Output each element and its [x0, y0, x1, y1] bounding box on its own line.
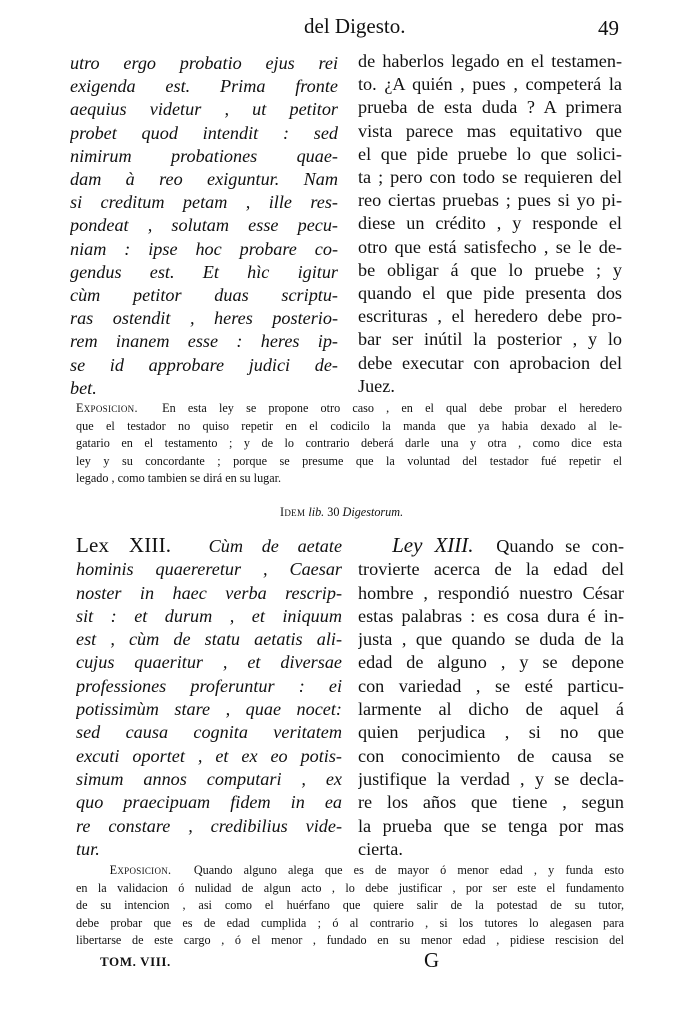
text-line: el que pide pruebe lo que solici-	[358, 143, 622, 164]
source-lib: lib.	[308, 505, 325, 519]
text-line: larmente al dicho de aquel á	[358, 699, 624, 720]
text-line: excuti oportet , et ex eo potis-	[76, 745, 342, 766]
text-line: exigenda est. Prima fronte	[70, 76, 338, 97]
page-number: 49	[598, 16, 619, 40]
text-line: con conocimiento de causa se	[358, 745, 624, 766]
ley-heading: Ley XIII.	[392, 534, 474, 557]
exposicion-label: Exposicion.	[109, 863, 172, 877]
exposicion-first-line	[76, 400, 622, 418]
spanish-column-ley-xiii	[358, 534, 624, 861]
exposicion-text-line: en la validacion ó nulidad de algun acto , lo debe justificar , por ser este el fundamento	[76, 880, 624, 895]
source-work: Digestorum.	[342, 505, 404, 519]
text-line: cujus quaeritur , et diversae	[76, 652, 342, 673]
text-line: vista parece mas equitativo que	[358, 120, 622, 141]
exposicion-text-line: debe probar que es de edad cumplida ; ó al contrario , si los tutores lo alegasen para	[76, 915, 624, 930]
text-line: ras ostendit , heres posterio-	[70, 308, 338, 329]
text-line: professiones proferuntur : ei	[76, 675, 342, 696]
text-line: nimirum probationes quae-	[70, 145, 338, 166]
text-line: bet.	[70, 377, 97, 398]
latin-column-continuation	[70, 52, 338, 400]
text-line: cùm petitor duas scriptu-	[70, 285, 338, 306]
text-line: sit : et durum , et iniquum	[76, 605, 342, 626]
text-line: aequius videtur , ut petitor	[70, 99, 338, 120]
text-line: se id approbare judici de-	[70, 354, 338, 375]
text-line: Juez.	[358, 375, 395, 396]
text-line: re constare , credibilius vide-	[76, 815, 342, 836]
source-prefix: Idem	[280, 505, 306, 519]
text-line: estas palabras : es cosa dura é in-	[358, 605, 624, 626]
exposicion-text-line: legado , como tambien se dirá en su lugar.	[76, 471, 282, 486]
text-line: simum annos computari , ex	[76, 768, 342, 789]
text-line: rem inanem esse : heres ip-	[70, 331, 338, 352]
text-line: cierta.	[358, 838, 403, 859]
text-line: justa , que quando se duda de la	[358, 629, 624, 650]
text-line: debe executar con aprobacion del	[358, 352, 622, 373]
spanish-column-continuation	[358, 50, 622, 398]
exposicion-first-line	[76, 862, 624, 880]
text-line: niam : ipse hoc probare co-	[70, 238, 338, 259]
latin-column-lex-xiii	[76, 534, 342, 861]
signature-mark: G	[424, 948, 440, 972]
exposicion-text-line: En esta ley se propone otro caso , en el qual debe probar el heredero	[162, 401, 622, 415]
exposicion-label: Exposicion.	[76, 401, 138, 415]
text-line: la prueba que se tenga por mas	[358, 815, 624, 836]
text-line: diese un crédito , y responde el	[358, 213, 622, 234]
page-footer	[0, 948, 682, 978]
text-line: justifique la verdad , y se decla-	[358, 768, 624, 789]
text-line: si creditum petam , ille res-	[70, 192, 338, 213]
text-line: ta ; pero con todo se requieren del	[358, 167, 622, 188]
exposicion-text-line: libertarse de este cargo , ó el menor , fundado en su menor edad , pidiese rescision del	[76, 933, 624, 948]
exposicion-text-line: ley y su concordante ; porque se presume que la voluntad del testador fué repetir el	[76, 453, 622, 468]
text-line: bar ser inútil la posterior , y lo	[358, 329, 622, 350]
text-line: tur.	[76, 838, 100, 859]
text-line: quando el que pide presenta dos	[358, 283, 622, 304]
text-line: gendus est. Et hìc igitur	[70, 261, 338, 282]
text-line: be obligar á que lo pruebe ; y	[358, 259, 622, 280]
source-book-number: 30	[327, 505, 340, 519]
text-line: de haberlos legado en el testamen-	[358, 51, 622, 71]
text-line: est , cùm de statu aetatis ali-	[76, 629, 342, 650]
text-line: otro que está satisfecho , se le de-	[358, 236, 622, 257]
text-line: hombre , respondió nuestro César	[358, 582, 624, 603]
text-line: pondeat , solutam esse pecu-	[70, 215, 338, 236]
lex-heading-line	[76, 534, 342, 558]
exposicion-commentary-1	[76, 400, 622, 488]
exposicion-commentary-2	[76, 862, 624, 950]
text-line: con variedad , se esté particu-	[358, 675, 624, 696]
ley-heading-line	[358, 534, 624, 558]
text-line: sed causa cognita veritatem	[76, 722, 342, 743]
exposicion-text-line: que el testador no quiso repetir en el codicilo la manda que ya habia dexado al le-	[76, 418, 622, 433]
text-line: quien perjudica , si no que	[358, 722, 624, 743]
source-citation	[280, 505, 403, 520]
text-line: edad de alguno , y se depone	[358, 652, 624, 673]
running-head	[0, 14, 682, 50]
text-line: escrituras , el heredero debe pro-	[358, 306, 622, 327]
text-line: noster in haec verba rescrip-	[76, 582, 342, 603]
text-line: prueba de esta duda ? A primera	[358, 97, 622, 118]
text-line: to. ¿A quién , pues , competerá la	[358, 74, 622, 95]
lex-heading: Lex XIII.	[76, 534, 172, 557]
text-line: probet quod intendit : sed	[70, 122, 338, 143]
text-line: potissimùm stare , quae nocet:	[76, 699, 342, 720]
exposicion-text-line: Quando alguno alega que es de mayor ó menor edad , y funda esto	[193, 863, 625, 877]
text-line: re los años que tiene , segun	[358, 792, 624, 813]
latin-first-words: Cùm de aetate	[208, 536, 342, 556]
running-title: del Digesto.	[304, 14, 406, 38]
text-line: dam à reo exiguntur. Nam	[70, 169, 338, 190]
text-line: utro ergo probatio ejus rei	[70, 53, 338, 73]
spanish-first-words: Quando se con-	[496, 536, 624, 556]
text-line: quo praecipuam fidem in ea	[76, 792, 342, 813]
exposicion-text-line: de su intencion , asi como el huérfano que quiere salir de la potestad de su tutor,	[76, 898, 624, 913]
text-line: trovierte acerca de la edad del	[358, 559, 624, 580]
text-line: hominis quaereretur , Caesar	[76, 559, 342, 580]
text-line: reo ciertas pruebas ; pues si yo pi-	[358, 190, 622, 211]
exposicion-text-line: gatario en el testamento ; y de lo contrario deberá darle una y otra , como dice esta	[76, 436, 622, 451]
tome-label: TOM. VIII.	[100, 954, 171, 969]
